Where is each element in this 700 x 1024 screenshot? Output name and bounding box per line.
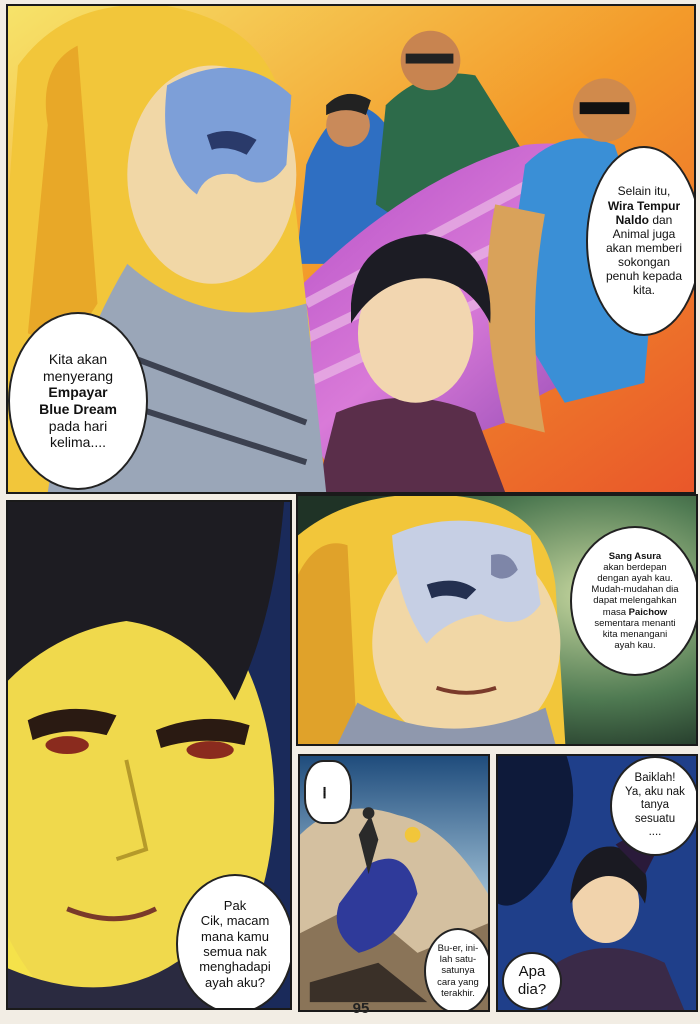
bubble-text: Pak Cik, macam mana kamu semua nak menghadapi ayah aku? [199, 898, 271, 990]
bubble-text: Kita akan menyerang Empayar Blue Dream pada hari kelima.... [39, 351, 117, 451]
bubble-text: Apa dia? [517, 963, 547, 998]
speech-bubble-left [8, 312, 148, 490]
speech-bubble-bu-er [424, 928, 490, 1012]
panel-1 [6, 4, 696, 494]
panel-2 [6, 500, 292, 1010]
bubble-text: ...... [320, 786, 337, 798]
speech-bubble-right [586, 146, 696, 336]
speech-bubble-baiklah [610, 756, 698, 856]
speech-bubble-apa-dia [502, 952, 562, 1010]
speech-bubble-pak-cik [176, 874, 292, 1010]
bubble-text: Selain itu, Wira Tempur Naldo dan Animal juga akan memberi sokongan penuh kepada kita. [605, 184, 683, 298]
panel-5 [496, 754, 698, 1012]
panel-3 [296, 494, 698, 746]
page-number: 95 [352, 1000, 370, 1017]
speech-bubble-sang-asura [570, 526, 698, 676]
bubble-text: Bu-er, ini- lah satu- satunya cara yang terakhir. [437, 942, 479, 999]
speech-bubble-dots [304, 760, 352, 824]
bubble-text: Baiklah! Ya, aku nak tanya sesuatu .... [625, 772, 685, 839]
panel-4 [298, 754, 490, 1012]
bubble-text: Sang Asura akan berdepan dengan ayah kau. Mudah-mudahan dia dapat melengahkan masa Paichow sementara menanti kita menangani ayah kau. [591, 550, 679, 652]
